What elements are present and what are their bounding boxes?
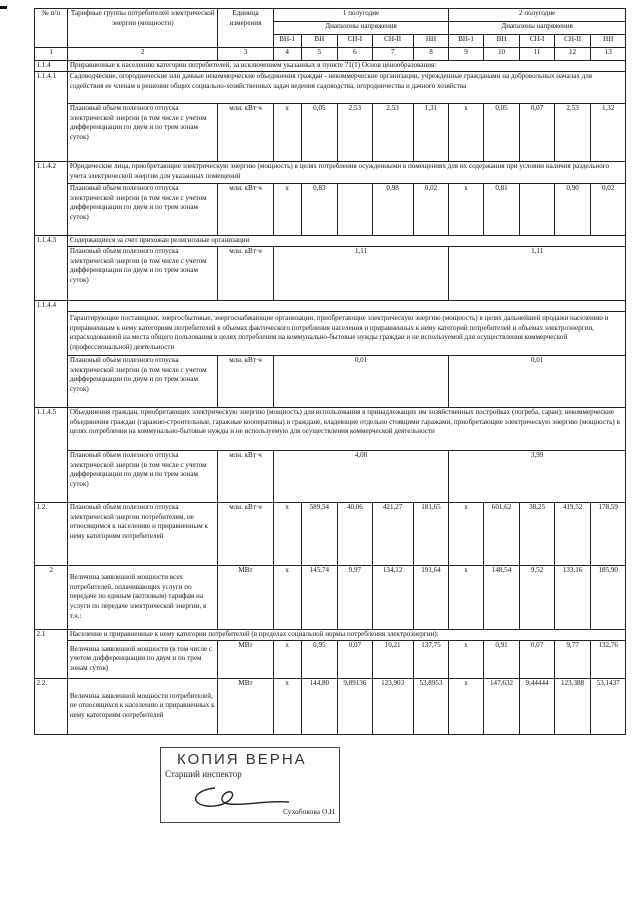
spacer-cell xyxy=(68,300,626,311)
header-half2: 2 полугодие xyxy=(449,9,626,22)
section-text: Гарантирующие поставщики, энергосбытовые, энергоснабжающие организации, приобретающие электрическую энергию (мощность) в целях дальнейшей продажи населению и приравненным к нему категориям потребителей в объемах фактического потребления населения и приравненных к нему категорий потребителей и объемах электроэнергии, израсходованной на места общего пользования в целях потребления на коммунально-бытовые нужды граждан и не используемой для осуществления коммерческой (профессиональной) деятельности xyxy=(68,311,626,355)
table-cell: х xyxy=(449,103,483,161)
merged-value-h2: 0,01 xyxy=(449,355,626,407)
table-cell: 9,52 xyxy=(520,565,554,629)
header-level: СН-I xyxy=(338,35,372,48)
stamp-title: КОПИЯ ВЕРНА xyxy=(177,751,307,768)
col-number: 12 xyxy=(554,48,591,61)
table-cell: 0,81 xyxy=(483,183,520,235)
row-number: 2.2. xyxy=(35,678,68,734)
table-cell: 148,54 xyxy=(483,565,520,629)
table-cell: х xyxy=(273,183,301,235)
section-text: Содержащиеся за счет прихожан религиозные организации xyxy=(68,235,626,246)
table-cell: 2,53 xyxy=(338,103,372,161)
table-cell: 2,53 xyxy=(372,103,413,161)
row-unit: МВт xyxy=(218,565,274,629)
table-cell: х xyxy=(273,640,301,678)
row-unit: млн. кВт·ч xyxy=(218,502,274,565)
table-cell: 419,52 xyxy=(554,502,591,565)
table-cell: 53,1437 xyxy=(591,678,626,734)
row-number: 2 xyxy=(35,565,68,629)
table-cell: 0,95 xyxy=(301,640,338,678)
row-number: 1.1.4.3 xyxy=(35,235,68,300)
table-cell: 9,77 xyxy=(554,640,591,678)
table-cell: х xyxy=(273,103,301,161)
row-label: Плановый объем полезного отпуска электрической энергии (в том числе с учетом дифференциации по двум и по трем зонам суток) xyxy=(68,355,218,407)
table-cell: х xyxy=(449,565,483,629)
table-cell: 145,74 xyxy=(301,565,338,629)
row-label: Плановый объем полезного отпуска электрической энергии (в том числе с учетом дифференциации по двум и по трем зонам суток) xyxy=(68,450,218,502)
header-level: НН xyxy=(591,35,626,48)
row-number: 1.1.4.4 xyxy=(35,300,68,407)
table-cell: 0,05 xyxy=(301,103,338,161)
tariff-table xyxy=(34,8,626,735)
table-cell: 0,83 xyxy=(301,183,338,235)
row-number: 1.1.4 xyxy=(35,61,68,72)
table-cell: 0,98 xyxy=(372,183,413,235)
table-cell: 9,97 xyxy=(338,565,372,629)
col-number: 5 xyxy=(301,48,338,61)
table-cell: х xyxy=(273,678,301,734)
section-row xyxy=(35,235,626,246)
header-unit: Единица измерения xyxy=(218,9,274,48)
section-text: Садоводческие, огороднические или дачные некоммерческие объединения граждан - некоммерческие организации, учрежденные гражданами на добровольных началах для содействия ее членам в решении общих социально-хозяйственных задач ведения садоводства, огородничества и дачного хозяйства xyxy=(68,71,626,103)
header-level: ВН xyxy=(301,35,338,48)
table-cell xyxy=(520,183,554,235)
header-level: СН-I xyxy=(520,35,554,48)
col-number: 8 xyxy=(413,48,449,61)
row-number: 1.1.4.5 xyxy=(35,407,68,502)
merged-value-h1: 0,01 xyxy=(273,355,449,407)
header-level: ВН xyxy=(483,35,520,48)
table-cell: 1,31 xyxy=(413,103,449,161)
section-row xyxy=(35,71,626,103)
table-cell: 185,90 xyxy=(591,565,626,629)
table-cell: 144,80 xyxy=(301,678,338,734)
table-cell: х xyxy=(273,502,301,565)
table-cell: 601,62 xyxy=(483,502,520,565)
row-label: Плановый объем полезного отпуска электрической энергии (в том числе с учетом дифференциации по двум и по трем зонам суток) xyxy=(68,103,218,161)
col-number: 3 xyxy=(218,48,274,61)
table-cell: х xyxy=(273,565,301,629)
header-num: № п/п xyxy=(35,9,68,48)
table-cell: 9,89136 xyxy=(338,678,372,734)
row-unit: млн. кВт·ч xyxy=(218,450,274,502)
table-cell: 0,02 xyxy=(413,183,449,235)
table-cell: 123,903 xyxy=(372,678,413,734)
section-row xyxy=(35,161,626,183)
section-row xyxy=(35,629,626,640)
table-cell: 0,05 xyxy=(483,103,520,161)
col-number: 10 xyxy=(483,48,520,61)
table-cell: 178,59 xyxy=(591,502,626,565)
row-label: Плановый объем полезного отпуска электрической энергии (в том числе с учетом дифференциации по двум и по трем зонам суток) xyxy=(68,183,218,235)
header-level: СН-II xyxy=(554,35,591,48)
table-cell: 53,8953 xyxy=(413,678,449,734)
header-level: СН-II xyxy=(372,35,413,48)
col-number: 2 xyxy=(68,48,218,61)
row-label: Плановый объем полезного отпуска электрической энергии потребителям, не относящимся к населению и приравненным к нему категориям потребителей xyxy=(68,502,218,565)
signature-icon xyxy=(185,782,295,814)
col-number: 13 xyxy=(591,48,626,61)
table-cell: 0,02 xyxy=(591,183,626,235)
col-number: 9 xyxy=(449,48,483,61)
table-row xyxy=(35,678,626,734)
corner-mark xyxy=(0,6,7,9)
merged-value-h1: 4,08 xyxy=(273,450,449,502)
section-row xyxy=(35,300,626,311)
table-cell: х xyxy=(449,678,483,734)
header-level: ВН-1 xyxy=(273,35,301,48)
table-cell: 133,16 xyxy=(554,565,591,629)
table-row xyxy=(35,246,626,300)
row-label: Величина заявленной мощности всех потребителей, оплачивающих услуги по передаче по единым (котловым) тарифам на услуги по передаче электрической энергии, в т.ч.: xyxy=(68,565,218,629)
section-row xyxy=(35,311,626,355)
table-cell: 421,27 xyxy=(372,502,413,565)
header-ranges-2: Диапазоны напряжения xyxy=(449,22,626,35)
table-cell: 10,21 xyxy=(372,640,413,678)
row-unit: млн. кВт·ч xyxy=(218,246,274,300)
table-cell: 0,07 xyxy=(520,103,554,161)
table-row xyxy=(35,502,626,565)
row-label: Плановый объем полезного отпуска электрической энергии (в том числе с учетом дифференциации по двум и по трем зонам суток) xyxy=(68,246,218,300)
col-number: 1 xyxy=(35,48,68,61)
table-cell: 137,75 xyxy=(413,640,449,678)
section-text: Юридические лица, приобретающие электрическую энергию (мощность) в целях потребления осужденными в помещениях для их содержания при условии наличия раздельного учета электрической энергии для указанных помещений xyxy=(68,161,626,183)
table-cell: 0,07 xyxy=(520,640,554,678)
table-cell: 181,65 xyxy=(413,502,449,565)
row-unit: млн. кВт·ч xyxy=(218,355,274,407)
header-level: ВН-1 xyxy=(449,35,483,48)
section-text: Приравненные к населению категории потребителей, за исключением указанных в пункте 71(1) Основ ценообразования: xyxy=(68,61,626,72)
table-cell: 0,91 xyxy=(483,640,520,678)
row-number: 1.2. xyxy=(35,502,68,565)
table-cell: 0,07 xyxy=(338,640,372,678)
col-number: 4 xyxy=(273,48,301,61)
header-level: НН xyxy=(413,35,449,48)
table-cell xyxy=(338,183,372,235)
table-cell: х xyxy=(449,640,483,678)
row-number: 1.1.4.2 xyxy=(35,161,68,235)
table-cell: 40,06 xyxy=(338,502,372,565)
header-groups: Тарифные группы потребителей электрической энергии (мощности) xyxy=(68,9,218,48)
table-cell: 38,25 xyxy=(520,502,554,565)
header-half1: 1 полугодие xyxy=(273,9,449,22)
row-label: Величина заявленной мощности (в том числе с учетом дифференциации по двум и по трем зонам суток) xyxy=(68,640,218,678)
table-row xyxy=(35,565,626,629)
merged-value-h2: 3,99 xyxy=(449,450,626,502)
merged-value-h1: 1,11 xyxy=(273,246,449,300)
column-numbers-row xyxy=(35,48,626,61)
copy-stamp xyxy=(160,747,340,823)
table-cell: 191,64 xyxy=(413,565,449,629)
section-row xyxy=(35,407,626,450)
table-cell: х xyxy=(449,502,483,565)
stamp-name: Сухобокова О.Н xyxy=(283,807,335,816)
table-row xyxy=(35,355,626,407)
table-cell: 132,76 xyxy=(591,640,626,678)
row-unit: млн. кВт·ч xyxy=(218,183,274,235)
header-ranges-1: Диапазоны напряжения xyxy=(273,22,449,35)
row-unit: МВт xyxy=(218,640,274,678)
row-number: 2.1 xyxy=(35,629,68,678)
section-text: Объединения граждан, приобретающих электрическую энергию (мощность) для использования в принадлежащих им хозяйственных постройках (погреба, сараи); некоммерческие объединения граждан (гаражно-строительные, гаражные кооперативы) и граждане, владеющие отдельно стоящими гаражами, приобретающие электрическую энергию (мощность) в целях потребления на коммунально-бытовые нужды и не используемую для осуществления коммерческой деятельности xyxy=(68,407,626,450)
row-unit: млн. кВт·ч xyxy=(218,103,274,161)
table-cell: 9,44444 xyxy=(520,678,554,734)
col-number: 6 xyxy=(338,48,372,61)
table-cell: 123,388 xyxy=(554,678,591,734)
col-number: 11 xyxy=(520,48,554,61)
section-row xyxy=(35,61,626,72)
row-label: Величина заявленной мощности потребителей, не относящихся к населению и приравненных к нему категориям потребителей xyxy=(68,678,218,734)
header-row-1 xyxy=(35,9,626,22)
table-cell: 1,32 xyxy=(591,103,626,161)
table-row xyxy=(35,450,626,502)
stamp-role: Старший инспектор xyxy=(165,769,242,779)
merged-value-h2: 1,11 xyxy=(449,246,626,300)
table-cell: 2,53 xyxy=(554,103,591,161)
section-text: Население и приравненные к нему категории потребителей (в пределах социальной нормы потребления электроэнергии): xyxy=(68,629,626,640)
row-number: 1.1.4.1 xyxy=(35,71,68,161)
table-row xyxy=(35,183,626,235)
table-row xyxy=(35,103,626,161)
table-cell: 589,54 xyxy=(301,502,338,565)
row-unit: МВт xyxy=(218,678,274,734)
table-cell: 147,632 xyxy=(483,678,520,734)
table-cell: х xyxy=(449,183,483,235)
table-row xyxy=(35,640,626,678)
table-cell: 134,12 xyxy=(372,565,413,629)
col-number: 7 xyxy=(372,48,413,61)
table-cell: 0,90 xyxy=(554,183,591,235)
